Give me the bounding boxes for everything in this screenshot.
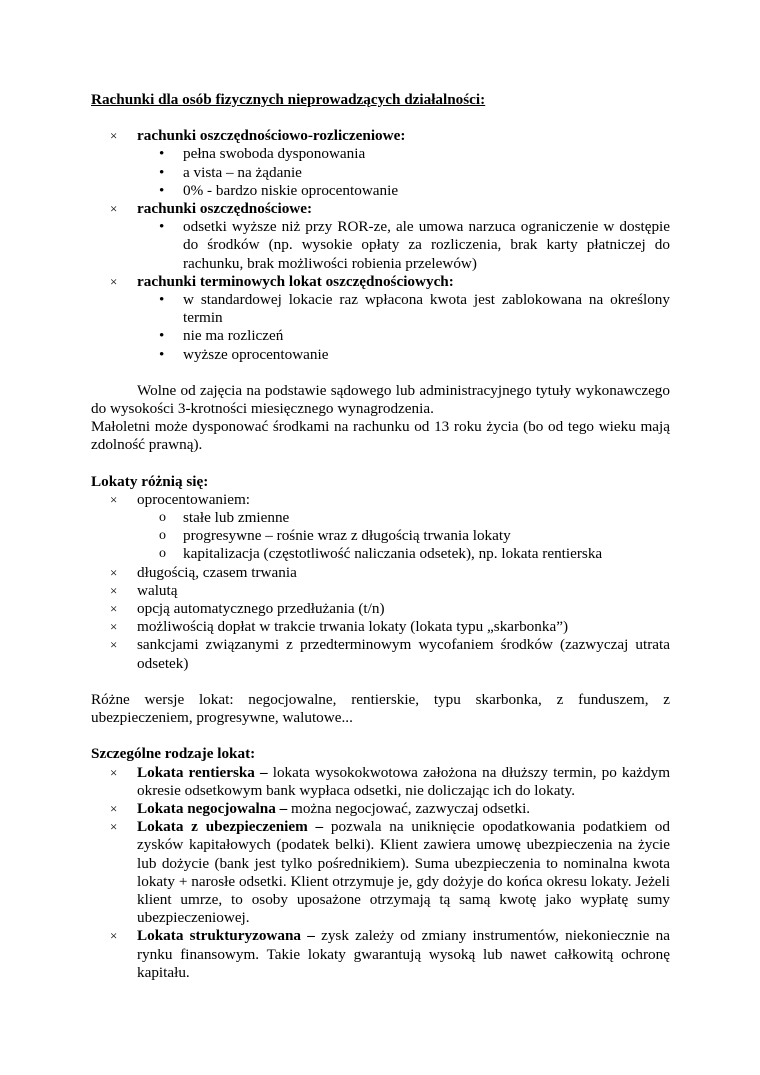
- section-heading-special: Szczególne rodzaje lokat:: [91, 745, 256, 763]
- bullet-icon: •: [159, 145, 165, 163]
- cross-marker-icon: ×: [110, 273, 118, 289]
- circle-bullet-icon: o: [159, 546, 166, 562]
- list-item: × opcją automatycznego przedłużania (t/n): [110, 600, 385, 618]
- special-deposits-list: [91, 764, 670, 982]
- list-item: • w standardowej lokacie raz wpłacona kwota jest zablokowana na określony termin: [159, 291, 670, 327]
- deposit-description: pozwala na uniknięcie opodatkowania podatkiem od zysków kapitałowych (podatek belki). Klient zawiera umowę ubezpieczenia na życie lub dożycie (bank jest tylko pośrednikiem). Suma ubezpieczenia to nominalna kwota lokaty + narosłe odsetki. Klient otrzymuje je, gdy dożyje do końca okresu lokaty. Jeżeli klient umrze, to osoby uposażone otrzymają tą samą kwotę jako wypłatę sumy ubezpieczeniowej.: [137, 818, 670, 927]
- account-type-heading: rachunki oszczędnościowo-rozliczeniowe:: [137, 127, 406, 145]
- list-item: • pełna swoboda dysponowania: [159, 145, 366, 163]
- deposit-term: Lokata negocjowalna –: [137, 799, 288, 817]
- circle-bullet-icon: o: [159, 510, 166, 526]
- interest-sublist: [91, 509, 670, 564]
- paragraph-minor: Małoletni może dysponować środkami na rachunku od 13 roku życia (bo od tego wieku mają zdolność prawną).: [91, 418, 670, 454]
- cross-marker-icon: ×: [110, 619, 118, 635]
- cross-marker-icon: ×: [110, 764, 118, 780]
- bullet-icon: •: [159, 218, 165, 236]
- term-deposit-features-list: [91, 291, 670, 364]
- section-heading-differ: Lokaty różnią się:: [91, 472, 209, 490]
- bullet-icon: •: [159, 181, 165, 199]
- list-item: [91, 764, 670, 800]
- document-title: Rachunki dla osób fizycznych nieprowadzących działalności:: [91, 91, 486, 108]
- deposit-term: Lokata strukturyzowana –: [137, 927, 315, 945]
- list-item: o progresywne – rośnie wraz z długością trwania lokaty: [159, 527, 511, 545]
- document-page: [91, 91, 670, 982]
- account-types-list: [91, 200, 670, 218]
- ror-features-list: [91, 145, 670, 200]
- differ-list: [91, 491, 670, 509]
- account-type-heading: rachunki terminowych lokat oszczędnościowych:: [137, 272, 454, 290]
- cross-marker-icon: ×: [110, 491, 118, 507]
- deposit-description: można negocjować, zazwyczaj odsetki.: [287, 799, 531, 817]
- list-item: [91, 800, 670, 818]
- cross-marker-icon: ×: [110, 819, 118, 835]
- circle-bullet-icon: o: [159, 528, 166, 544]
- deposit-term: Lokata z ubezpieczeniem –: [137, 818, 324, 836]
- list-item: • odsetki wyższe niż przy ROR-ze, ale umowa narzuca ograniczenie w dostępie do środków (np. wysokie opłaty za rozliczenia, brak karty płatniczej do rachunku, brak możliwości robienia przelewów): [159, 218, 670, 272]
- cross-marker-icon: ×: [110, 201, 118, 217]
- account-types-list: [91, 127, 670, 145]
- list-item: • wyższe oprocentowanie: [159, 345, 329, 363]
- cross-marker-icon: ×: [110, 564, 118, 580]
- list-item: [91, 818, 670, 927]
- list-item: • 0% - bardzo niskie oprocentowanie: [159, 181, 399, 199]
- account-type-heading: rachunki oszczędnościowe:: [137, 200, 313, 218]
- account-type-ror: [91, 127, 670, 145]
- deposit-description: lokata wysokokwotowa założona na dłuższy termin, po każdym okresie odsetkowym bank wypłaca odsetki, nie doliczając ich do lokaty.: [137, 763, 671, 799]
- deposit-term: Lokata rentierska –: [137, 763, 268, 781]
- paragraph-versions: Różne wersje lokat: negocjowalne, rentierskie, typu skarbonka, z funduszem, z ubezpieczeniem, progresywne, walutowe...: [91, 690, 670, 727]
- cross-marker-icon: ×: [110, 928, 118, 944]
- list-item: • a vista – na żądanie: [159, 163, 302, 181]
- bullet-icon: •: [159, 345, 165, 363]
- account-type-term-deposit: [91, 273, 670, 291]
- cross-marker-icon: ×: [110, 637, 118, 653]
- list-item: o kapitalizacja (częstotliwość naliczania odsetek), np. lokata rentierska: [159, 545, 603, 563]
- list-item: × walutą: [110, 581, 178, 599]
- bullet-icon: •: [159, 291, 165, 309]
- differ-list: [91, 564, 670, 673]
- savings-features-list: [91, 218, 670, 273]
- deposit-description: zysk zależy od zmiany instrumentów, niekoniecznie na rynku finansowym. Takie lokaty gwarantują wysoką lub nawet całkowitą ochronę kapitału.: [137, 927, 670, 981]
- list-item: × oprocentowaniem:: [110, 490, 251, 508]
- account-types-list: [91, 273, 670, 291]
- cross-marker-icon: ×: [110, 800, 118, 816]
- paragraph-exempt: Wolne od zajęcia na podstawie sądowego lub administracyjnego tytuły wykonawczego do wysokości 3-krotności miesięcznego wynagrodzenia.: [91, 381, 670, 418]
- account-type-savings: [91, 200, 670, 218]
- list-item: × możliwością dopłat w trakcie trwania lokaty (lokata typu „skarbonka”): [110, 618, 569, 636]
- list-item: [91, 927, 670, 982]
- list-item: × długością, czasem trwania: [110, 563, 297, 581]
- bullet-icon: •: [159, 327, 165, 345]
- bullet-icon: •: [159, 163, 165, 181]
- list-item: o stałe lub zmienne: [159, 509, 290, 527]
- cross-marker-icon: ×: [110, 582, 118, 598]
- cross-marker-icon: ×: [110, 601, 118, 617]
- list-item: • nie ma rozliczeń: [159, 327, 284, 345]
- list-item: × sankcjami związanymi z przedterminowym wycofaniem środków (zazwyczaj utrata odsetek): [110, 636, 670, 672]
- cross-marker-icon: ×: [110, 128, 118, 144]
